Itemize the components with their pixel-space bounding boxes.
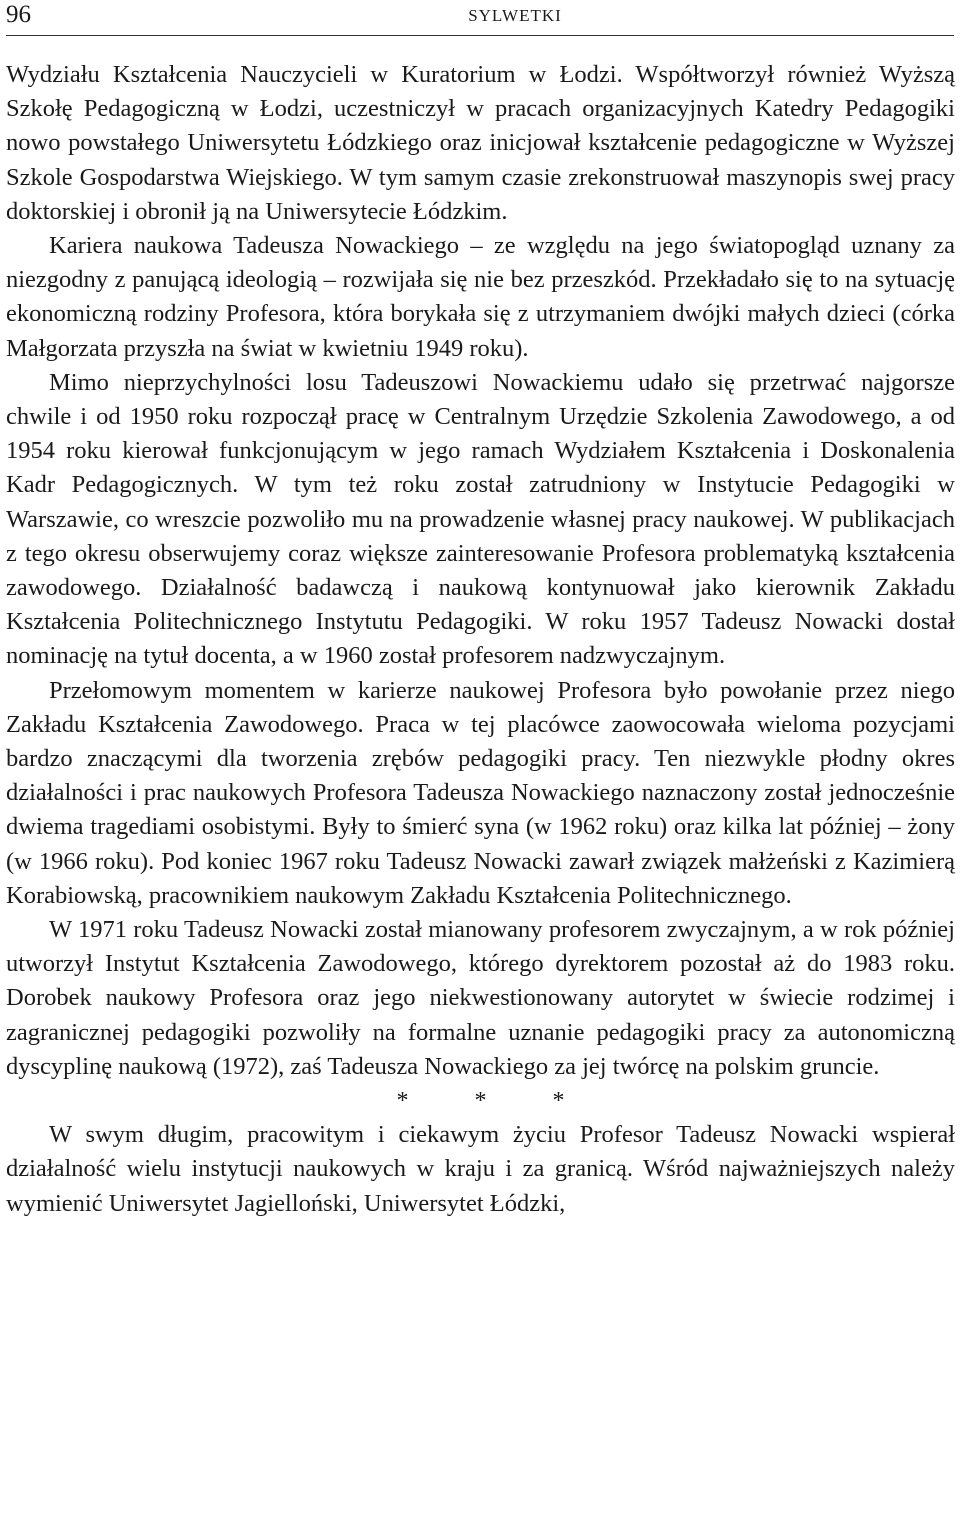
section-separator: * * * xyxy=(396,1088,565,1115)
paragraph-4: Przełomowym momentem w karierze naukowej Profesora było powołanie przez niego Zakładu Kształcenia Zawodowego. Praca w tej placówce zaowocowała wieloma pozycjami bardzo znaczącymi dla tworzenia zrębów pedagogiki pracy. Ten niezwykle płodny okres działalności i prac naukowych Profesora Tadeusza Nowackiego naznaczony został jednocześnie dwiema tragediami osobistymi. Były to śmierć syna (w 1962 roku) oraz kilka lat później – żony (w 1966 roku). Pod koniec 1967 roku Tadeusz Nowacki zawarł związek małżeński z Kazimierą Korabiowską, pracownikiem naukowym Zakładu Kształcenia Politechnicznego. xyxy=(6,676,955,909)
header-rule xyxy=(6,35,954,36)
paragraph-6: W swym długim, pracowitym i ciekawym życiu Profesor Tadeusz Nowacki wspierał działalność wielu instytucji naukowych w kraju i za granicą. Wśród najważniejszych należy wymienić Uniwersytet Jagielloński, Uniwersytet Łódzki, xyxy=(6,1121,955,1217)
body-text xyxy=(6,58,955,1221)
page-number: 96 xyxy=(6,1,31,28)
section-title: SYLWETKI xyxy=(468,6,562,25)
running-head xyxy=(6,0,954,36)
paragraph-3: Mimo nieprzychylności losu Tadeuszowi Nowackiemu udało się przetrwać najgorsze chwile i od 1950 roku rozpoczął pracę w Centralnym Urzędzie Szkolenia Zawodowego, a od 1954 roku kierował funkcjonującym w jego ramach Wydziałem Kształcenia i Doskonalenia Kadr Pedagogicznych. W tym też roku został zatrudniony w Instytucie Pedagogiki w Warszawie, co wreszcie pozwoliło mu na prowadzenie własnej pracy naukowej. W publikacjach z tego okresu obserwujemy coraz większe zainteresowanie Profesora problematyką kształcenia zawodowego. Działalność badawczą i naukową kontynuował jako kierownik Zakładu Kształcenia Politechnicznego Instytutu Pedagogiki. W roku 1957 Tadeusz Nowacki dostał nominację na tytuł docenta, a w 1960 został profesorem nadzwyczajnym. xyxy=(6,368,955,670)
paragraph-2: Kariera naukowa Tadeusza Nowackiego – ze względu na jego światopogląd uznany za niezgodny z panującą ideologią – rozwijała się nie bez przeszkód. Przekładało się to na sytuację ekonomiczną rodziny Profesora, która borykała się z utrzymaniem dwójki małych dzieci (córka Małgorzata przyszła na świat w kwietniu 1949 roku). xyxy=(6,232,955,362)
paragraph-1: Wydziału Kształcenia Nauczycieli w Kuratorium w Łodzi. Współtworzył również Wyższą Szkołę Pedagogiczną w Łodzi, uczestniczył w pracach organizacyjnych Katedry Pedagogiki nowo powstałego Uniwersytetu Łódzkiego oraz inicjował kształcenie pedagogiczne w Wyższej Szkole Gospodarstwa Wiejskiego. W tym samym czasie zrekonstruował maszynopis swej pracy doktorskiej i obronił ją na Uniwersytecie Łódzkim. xyxy=(6,61,955,225)
paragraph-5: W 1971 roku Tadeusz Nowacki został mianowany profesorem zwyczajnym, a w rok później utworzył Instytut Kształcenia Zawodowego, którego dyrektorem pozostał aż do 1983 roku. Dorobek naukowy Profesora oraz jego niekwestionowany autorytet w świecie rodzimej i zagranicznej pedagogiki pozwoliły na formalne uznanie pedagogiki pracy za autonomiczną dyscyplinę naukową (1972), zaś Tadeusza Nowackiego za jej twórcę na polskim gruncie. xyxy=(6,916,955,1080)
